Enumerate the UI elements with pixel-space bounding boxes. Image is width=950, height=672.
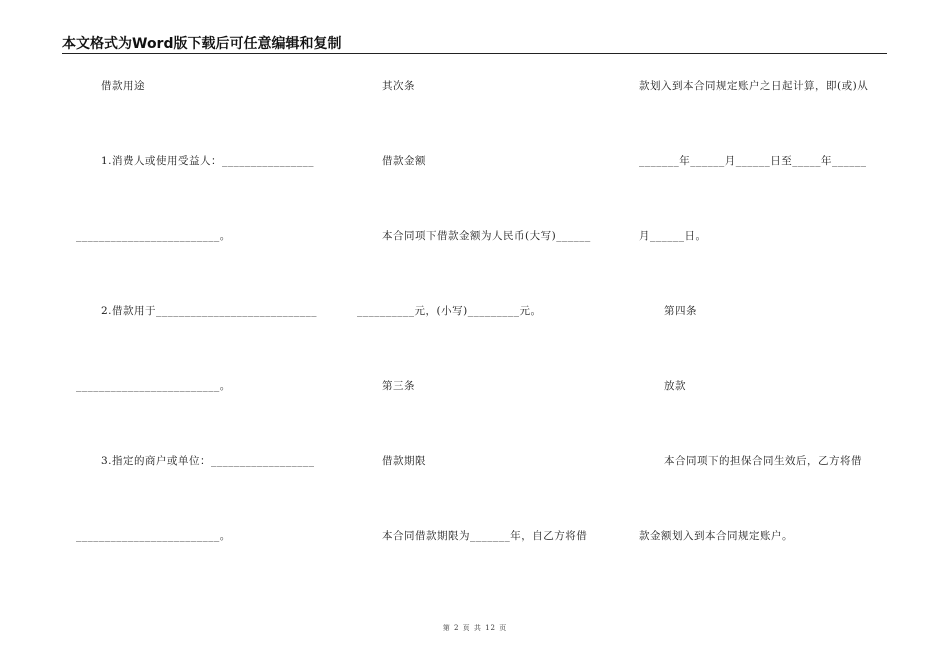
middle-line-2: 借款金额 xyxy=(382,155,426,167)
left-line-6: 3.指定的商户或单位：__________________ xyxy=(101,455,315,467)
left-line-5: _________________________。 xyxy=(76,380,231,392)
right-line-3: 月______日。 xyxy=(639,230,707,242)
right-line-7: 款金额划入到本合同规定账户。 xyxy=(639,530,793,542)
header-divider xyxy=(62,53,887,54)
middle-line-3: 本合同项下借款金额为人民币(大写)______ xyxy=(382,230,591,242)
left-line-1: 借款用途 xyxy=(101,80,145,92)
middle-line-5: 第三条 xyxy=(382,380,415,392)
right-line-4: 第四条 xyxy=(664,305,697,317)
right-line-5: 放款 xyxy=(664,380,686,392)
page-number-footer: 第 2 页 共 12 页 xyxy=(442,624,508,632)
middle-line-1: 其次条 xyxy=(382,80,415,92)
middle-line-7: 本合同借款期限为_______年，自乙方将借 xyxy=(382,530,588,542)
right-line-6: 本合同项下的担保合同生效后，乙方将借 xyxy=(664,455,862,467)
right-line-1: 款划入到本合同规定账户之日起计算，即(或)从 xyxy=(639,80,869,92)
left-line-2: 1.消费人或使用受益人：________________ xyxy=(101,155,315,167)
left-line-7: _________________________。 xyxy=(76,530,231,542)
right-line-2: _______年______月______日至_____年______ xyxy=(639,155,867,167)
left-line-3: _________________________。 xyxy=(76,230,231,242)
middle-line-4: __________元，(小写)_________元。 xyxy=(357,305,542,317)
middle-line-6: 借款期限 xyxy=(382,455,426,467)
left-line-4: 2.借款用于____________________________ xyxy=(101,305,318,317)
document-header-title: 本文格式为Word版下载后可任意编辑和复制 xyxy=(62,36,342,52)
